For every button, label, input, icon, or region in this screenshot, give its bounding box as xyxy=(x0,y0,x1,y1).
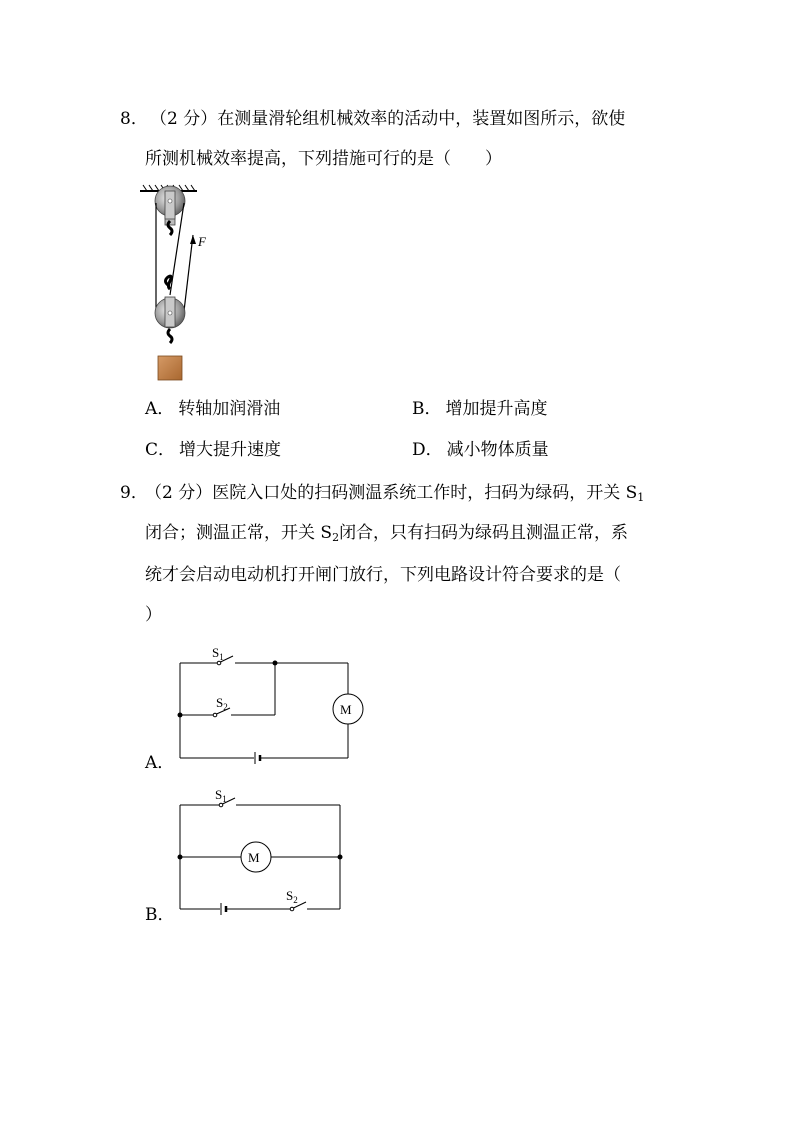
motor-label: M xyxy=(248,850,260,865)
text-run: 闭合，只有扫码为绿码且测温正常，系 xyxy=(339,523,629,543)
switch-subscript: 1 xyxy=(219,652,224,662)
q9-option-a-label[interactable]: A． xyxy=(145,753,175,773)
q8-option-d[interactable] xyxy=(412,439,549,461)
text-run: 闭合；测温正常，开关 S xyxy=(145,523,333,543)
option-text: 转轴加润滑油 xyxy=(178,399,281,419)
q9-stem-line1 xyxy=(145,482,644,509)
text-run: （2 分）医院入口处的扫码测温系统工作时，扫码为绿码，开关 S xyxy=(145,483,638,503)
circuit-b[interactable] xyxy=(175,785,375,915)
switch-s2-label xyxy=(286,888,298,905)
q9-stem-line3: 统才会启动电动机打开闸门放行，下列电路设计符合要求的是（ xyxy=(145,565,621,585)
q8-option-b[interactable] xyxy=(412,398,548,420)
switch-s2-label xyxy=(216,695,228,712)
option-text: 增大提升速度 xyxy=(179,440,282,460)
q8-stem-line1: （2 分）在测量滑轮组机械效率的活动中，装置如图所示，欲使 xyxy=(150,109,626,129)
q8-number: 8． xyxy=(120,109,148,129)
option-text: 减小物体质量 xyxy=(446,440,549,460)
q9-stem-line4: ） xyxy=(145,605,162,625)
q8-option-a[interactable] xyxy=(145,398,280,420)
q8-option-c[interactable] xyxy=(145,439,281,461)
switch-letter: S xyxy=(212,645,220,660)
subscript: 2 xyxy=(332,531,340,544)
option-text: 增加提升高度 xyxy=(445,399,548,419)
option-letter: C． xyxy=(145,440,176,460)
switch-letter: S xyxy=(215,787,223,802)
motor-label: M xyxy=(340,702,352,717)
subscript: 1 xyxy=(637,491,645,504)
option-letter: D． xyxy=(412,440,443,460)
force-label-F: F xyxy=(198,234,206,249)
switch-letter: S xyxy=(286,888,294,903)
switch-letter: S xyxy=(216,695,224,710)
switch-s1-label xyxy=(215,787,227,804)
q9-number: 9． xyxy=(120,483,148,503)
q9-stem-line2 xyxy=(145,522,628,549)
option-letter: B． xyxy=(412,399,442,419)
q8-stem-line2: 所测机械效率提高，下列措施可行的是（ ） xyxy=(145,149,502,169)
pulley-figure xyxy=(135,183,215,383)
option-letter: A． xyxy=(145,399,175,419)
switch-subscript: 2 xyxy=(223,702,228,712)
q9-option-b-label[interactable]: B． xyxy=(145,905,175,925)
switch-subscript: 2 xyxy=(293,895,298,905)
circuit-a[interactable] xyxy=(175,645,375,765)
switch-s1-label xyxy=(212,645,224,662)
switch-subscript: 1 xyxy=(222,794,227,804)
